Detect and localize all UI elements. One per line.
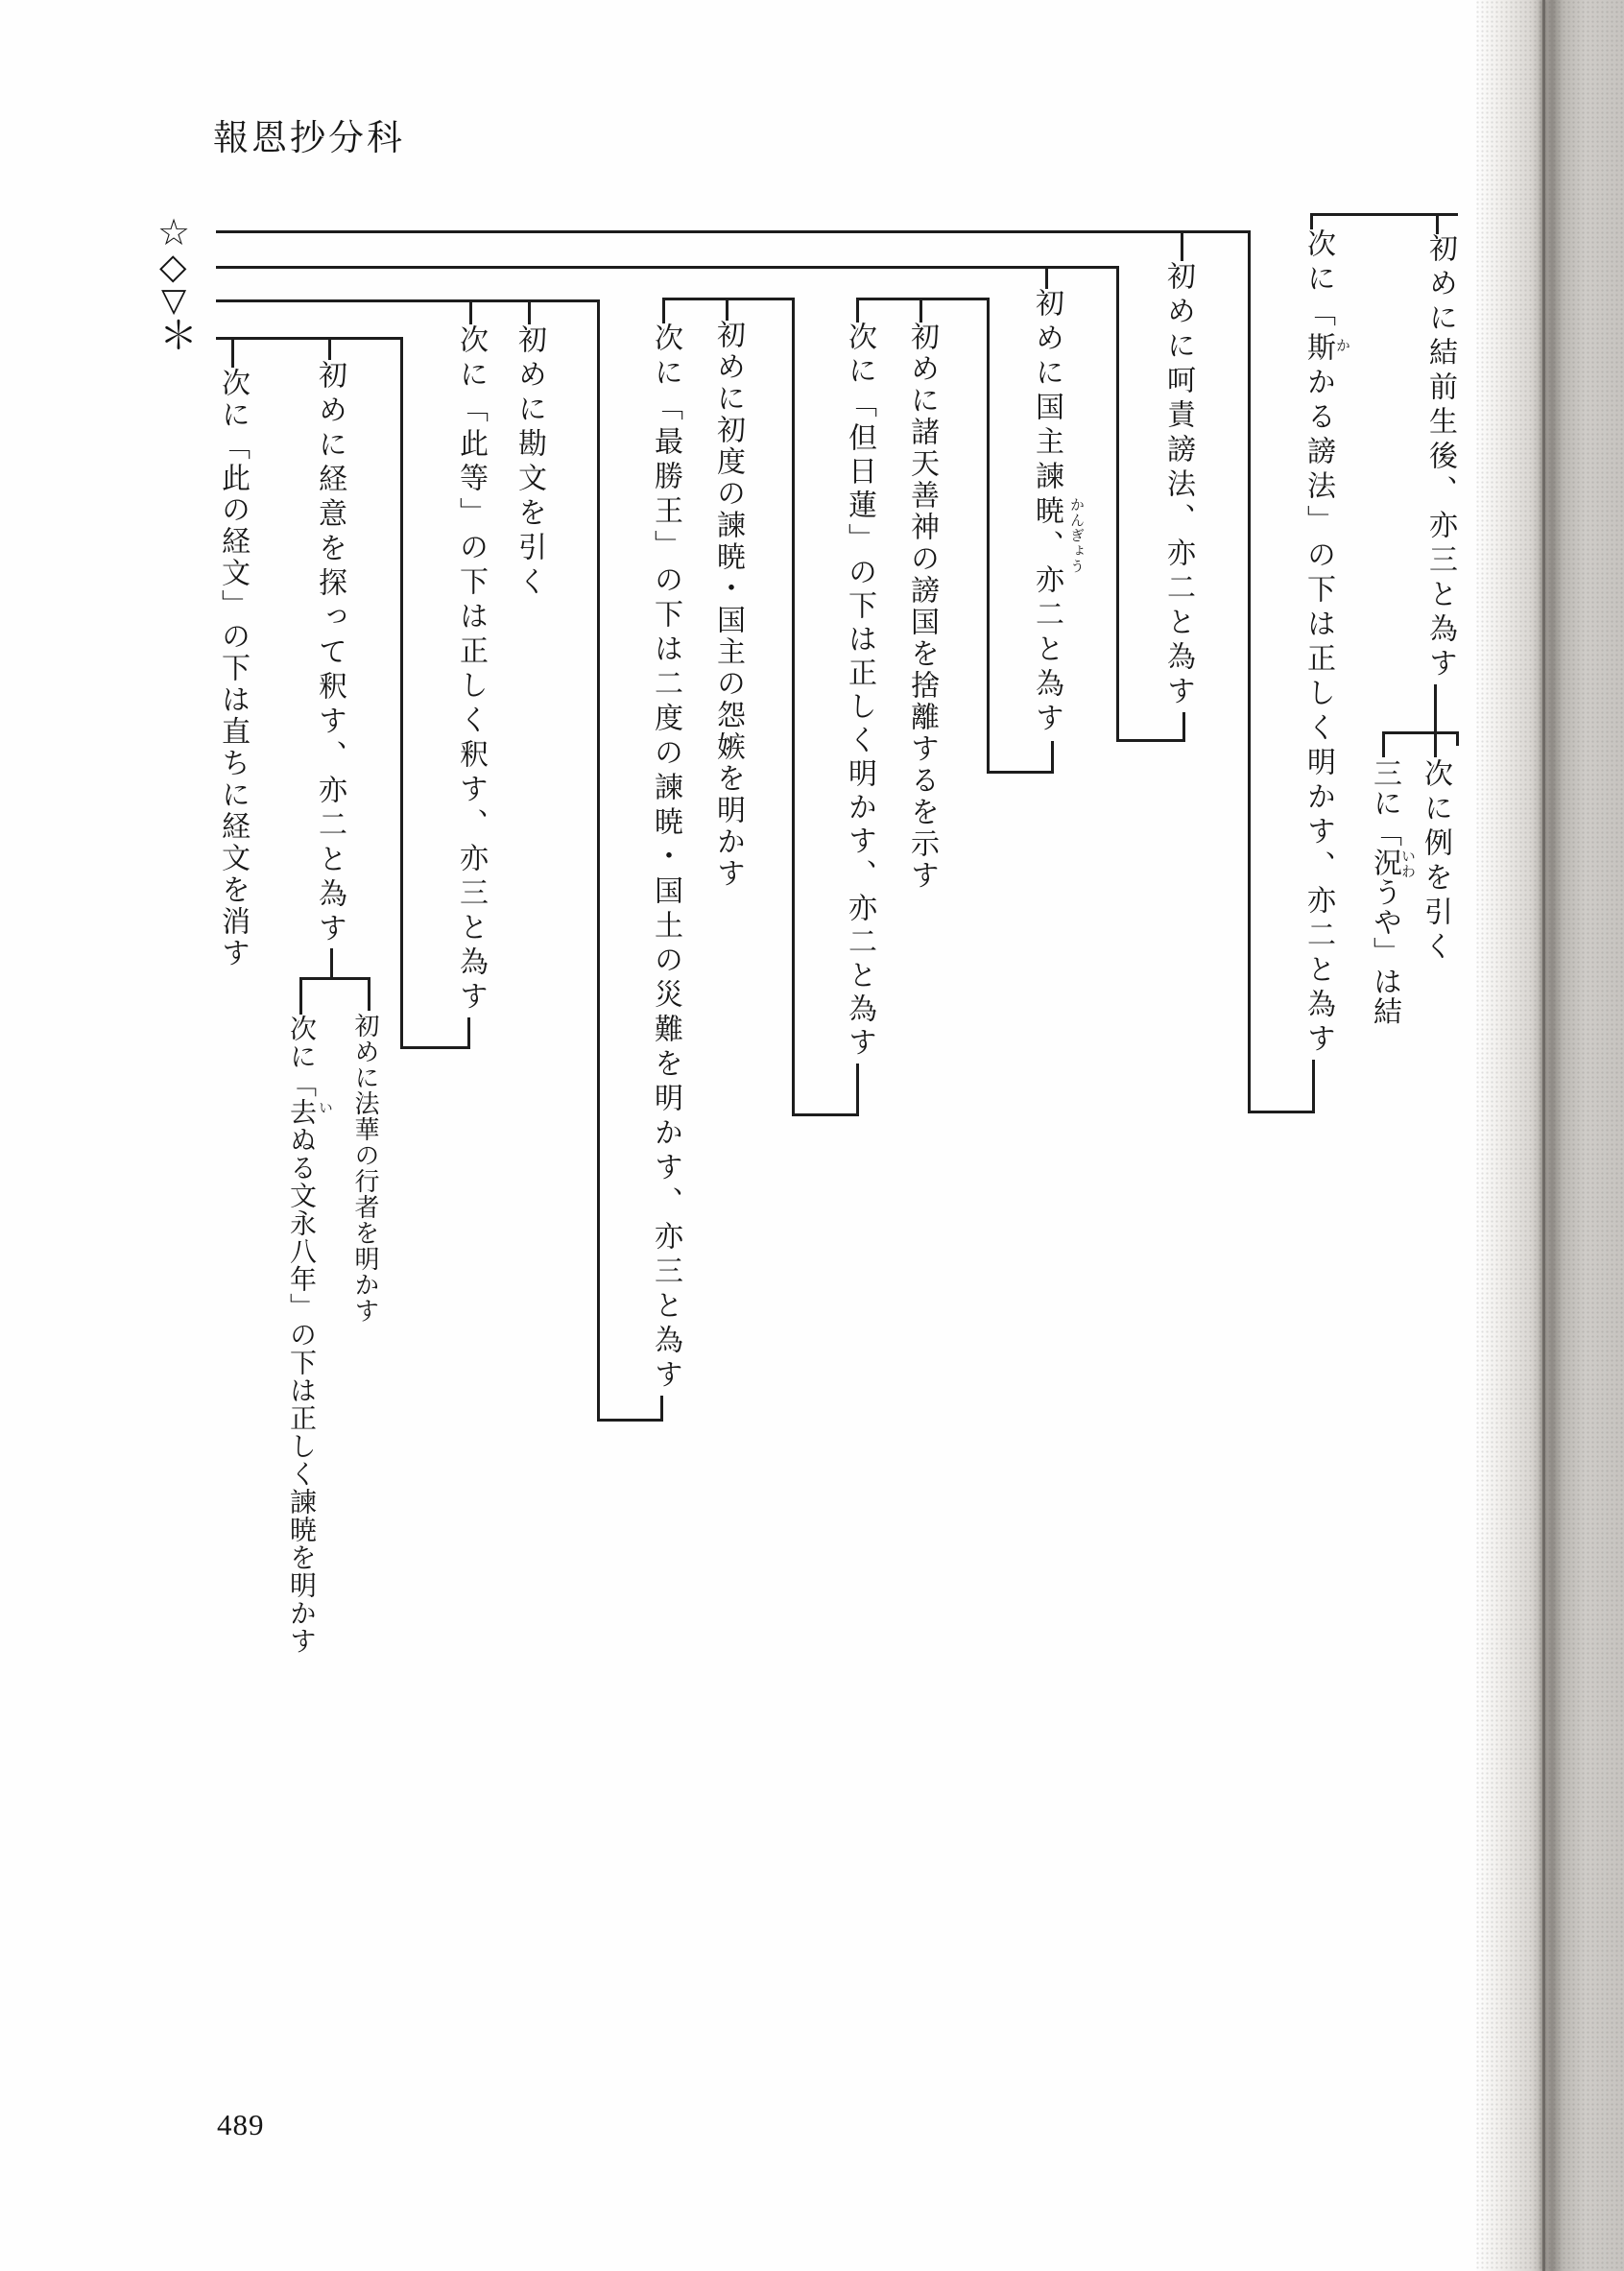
kokushu-corner-tadanichiren (856, 298, 859, 323)
asterisk-hook-h (400, 1046, 470, 1049)
star-hook-stub (1312, 1060, 1315, 1113)
ketsuzen-bracket-h (1382, 731, 1459, 734)
tadanichiren-stem-v (792, 298, 795, 1116)
page-gutter-noise (1475, 0, 1624, 2271)
kokushu-hook-stub (1051, 741, 1054, 774)
column-kakaru-hobo: 次に「斯かる謗法」の下は正しく明かす、亦二と為す (1302, 228, 1334, 1058)
triangle-tick-korera (469, 299, 472, 324)
ketsuzen-stem-lower (1434, 731, 1437, 757)
kyoi-stem-v (330, 948, 333, 980)
triangle-line-v (597, 299, 600, 1422)
tadanichiren-hook-h (792, 1113, 859, 1116)
star-tick-kashaku (1181, 230, 1183, 261)
column-ketsuzen-shogo: 初めに結前生後、亦三と為す (1424, 233, 1456, 682)
triangle-hook-stub (660, 1396, 663, 1422)
star-line-h (216, 230, 1251, 233)
diamond-hook-h (1116, 739, 1185, 742)
diamond-hook-stub (1182, 712, 1185, 742)
asterisk-marker-icon: ＊ (159, 314, 198, 357)
kyoi-bracket-h (299, 977, 370, 980)
kokushu-tick-shoten (919, 298, 922, 323)
column-rei-wo-hiku: 次に例を引く (1420, 758, 1451, 966)
asterisk-tick-kyoi (328, 337, 331, 360)
column-tada-nichiren: 次に「但日蓮」の下は正しく明かす、亦二と為す (844, 322, 875, 1061)
kokushu-stem-v (987, 298, 990, 774)
kokushu-bracket-h (856, 298, 990, 300)
tadanichiren-hook-stub (856, 1064, 859, 1116)
star-hook-h (1248, 1111, 1315, 1113)
column-shodo-no-kangyo: 初めに初度の諫暁・国主の怨嫉を明かす (712, 320, 744, 890)
ketsuzen-corner-iwanya (1382, 731, 1385, 757)
root-tick-ketsuzen (1436, 213, 1439, 234)
diamond-line-h (216, 266, 1119, 269)
diamond-tick-kokushu (1045, 266, 1048, 289)
kyoi-corner-bunei (299, 977, 302, 1015)
column-iwanya-wa-ketsu: 三に「況うや」は結 (1369, 758, 1400, 1026)
asterisk-line-v (400, 337, 403, 1049)
kokushu-hook-h (987, 771, 1054, 774)
page-title: 報恩抄分科 (213, 119, 405, 158)
tadanichiren-bracket-h (662, 298, 795, 300)
furigana-ka: か (1334, 338, 1349, 353)
asterisk-line-h (216, 337, 403, 340)
asterisk-tick-kyomon (231, 337, 234, 368)
triangle-hook-h (597, 1419, 663, 1422)
column-hokke-no-gyoja: 初めに法華の行者を明かす (351, 1013, 379, 1324)
furigana-iwa: いわ (1399, 849, 1415, 879)
column-kashaku-hobo: 初めに呵責謗法、亦二と為す (1162, 261, 1194, 710)
ketsuzen-stem-upper (1434, 684, 1437, 734)
furigana-i: い (317, 1100, 332, 1115)
tadanichiren-corner-saishoo (662, 298, 665, 323)
column-kono-kyomon: 次に「此の経文」の下は直ちに経文を消す (217, 368, 249, 969)
column-korera: 次に「此等」の下は正しく釈す、亦三と為す (455, 324, 487, 1016)
column-kokushu-kangyo: 初めに国主諫暁、亦二と為す (1031, 288, 1063, 737)
asterisk-hook-stub (467, 1017, 470, 1049)
furigana-kangyo: かんぎょう (1068, 497, 1084, 574)
column-saishoo: 次に「最勝王」の下は二度の諫暁・国土の災難を明かす、亦三と為す (650, 323, 681, 1394)
column-bunei-hachinen: 次に「去ぬる文永八年」の下は正しく諫暁を明かす (286, 1015, 316, 1655)
kyoi-corner-hokke (368, 977, 370, 1011)
column-shoten-zenjin: 初めに諸天善神の謗国を捨離するを示す (906, 322, 938, 892)
root-corner-kakaru (1310, 213, 1313, 229)
triangle-line-h (216, 299, 600, 302)
ketsuzen-end-stub (1456, 731, 1459, 746)
tadanichiren-tick-shodo (726, 298, 728, 321)
diamond-marker-icon: ◇ (159, 248, 187, 287)
page-number: 489 (217, 2108, 265, 2141)
column-kanmon-wo-hiku: 初めに勘文を引く (513, 324, 545, 601)
triangle-marker-icon: ▽ (161, 283, 187, 319)
page-gutter-streak (1542, 0, 1545, 2271)
diamond-line-v (1116, 266, 1119, 742)
triangle-tick-kanmon (528, 299, 531, 324)
star-marker-icon: ☆ (157, 213, 191, 253)
column-kyoi-wo-saguru: 初めに経意を探って釈す、亦二と為す (314, 360, 346, 947)
star-line-v (1248, 230, 1251, 1113)
